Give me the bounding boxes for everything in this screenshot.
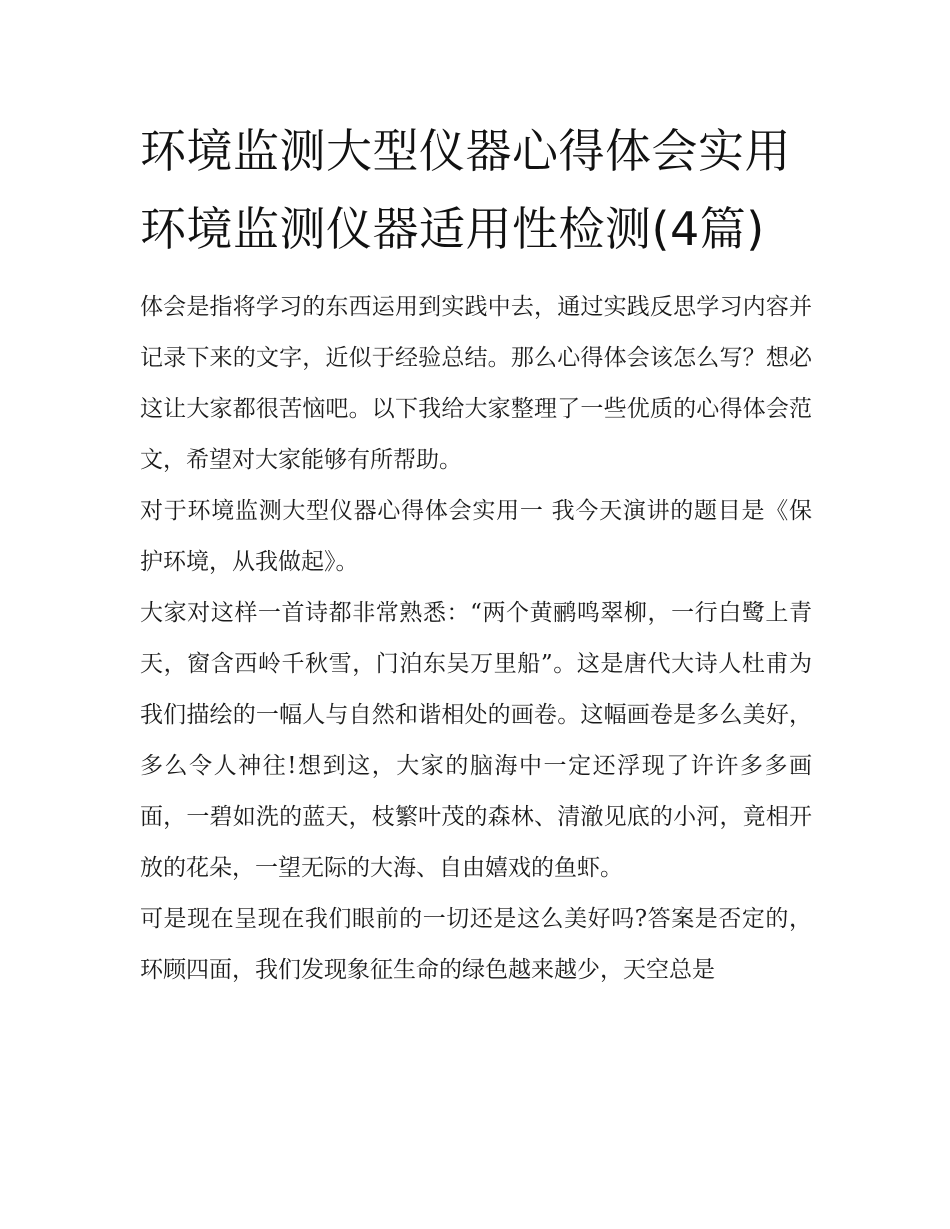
paragraph-intro: 体会是指将学习的东西运用到实践中去，通过实践反思学习内容并记录下来的文字，近似于经验总结。那么心得体会该怎么写？想必这让大家都很苦恼吧。以下我给大家整理了一些优质的心得体会范文，希望对大家能够有所帮助。 [140,294,812,473]
paragraph-question: 可是现在呈现在我们眼前的一切还是这么美好吗?答案是否定的，环顾四面，我们发现象征生命的绿色越来越少，天空总是 [140,906,812,983]
document-content [140,112,812,996]
paragraph-speech-topic: 对于环境监测大型仪器心得体会实用一 我今天演讲的题目是《保护环境，从我做起》。 [140,498,812,575]
paragraph-poem: 大家对这样一首诗都非常熟悉：“两个黄鹂鸣翠柳，一行白鹭上青天，窗含西岭千秋雪，门泊东吴万里船”。这是唐代大诗人杜甫为我们描绘的一幅人与自然和谐相处的画卷。这幅画卷是多么美好，多么令人神往!想到这，大家的脑海中一定还浮现了许许多多画面，一碧如洗的蓝天，枝繁叶茂的森林、清澈见底的小河，竟相开放的花朵，一望无际的大海、自由嬉戏的鱼虾。 [140,600,812,881]
document-title: 环境监测大型仪器心得体会实用 环境监测仪器适用性检测(4篇) [140,124,791,256]
document-body [140,282,812,996]
